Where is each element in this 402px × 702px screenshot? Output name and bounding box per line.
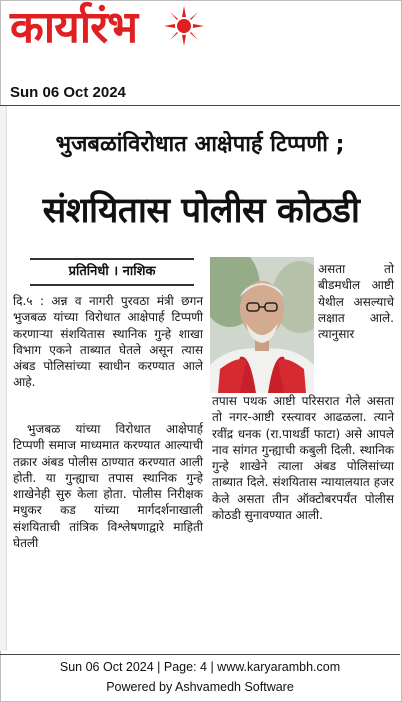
article-paragraph-1: दि.५ : अन्न व नागरी पुरवठा मंत्री छगन भुजबळ यांच्या विरोधात आक्षेपार्ह टिप्पणी करणाऱ्या संशयितास स्थानिक गुन्हे शाखा विभाग एकने ताब्यात घेतले असून त्यास अंबड पोलिसांच्या स्वाधीन करण्यात आले आहे. [13, 294, 203, 390]
headline-kicker: भुजबळांविरोधात आक्षेपार्ह टिप्पणी ; [55, 132, 345, 157]
article-side-column: असता तो बीडमधील आष्टी येथील असल्याचे लक्षात आले. त्यानुसार [318, 262, 394, 342]
footer-divider [0, 654, 400, 655]
footer-info: Sun 06 Oct 2024 | Page: 4 | www.karyarambh.com [59, 660, 341, 674]
issue-date: Sun 06 Oct 2024 [10, 84, 126, 101]
portrait-image [210, 257, 314, 393]
brand-logo: कार्यारंभ [10, 2, 138, 53]
article-paragraph-3: तपास पथक आष्टी परिसरात गेले असता तो नगर-आष्टी रस्त्यावर आढळला. त्याने रवींद्र धनक (रा.पाथर्डी फाटा) असे आपले नाव सांगत गुन्ह्याची कबुली दिली. स्थानिक गुन्हे शाखेने त्याला अंबड पोलिसांच्या ताब्यात दिले. संशयितास न्यायालयात हजर केले असता तीन ऑक्टोबरपर्यंत पोलीस कोठडी सुनावण्यात आली. [212, 394, 394, 523]
headline-main: संशयितास पोलीस कोठडी [42, 191, 360, 231]
article-photo [210, 257, 314, 393]
clip-edge [0, 106, 7, 651]
header-divider [0, 105, 400, 106]
masthead [6, 2, 206, 82]
footer-credit: Powered by Ashvamedh Software [106, 680, 294, 694]
sun-icon [163, 5, 205, 47]
article-paragraph-2: भुजबळ यांच्या विरोधात आक्षेपार्ह टिप्पणी समाज माध्यमात करण्यात आल्याची तक्रार अंबड पोलीस ठाण्यात करण्यात आली होती. या गुन्ह्याचा तपास स्थानिक गुन्हे शाखेनेही सुरु केला होता. पोलीस निरीक्षक मधुकर कड यांच्या मार्गदर्शनाखाली संशयिताची तांत्रिक विश्लेषणाद्वारे माहिती घेतली [13, 422, 203, 551]
byline: प्रतिनिधी । नाशिक [30, 258, 194, 286]
